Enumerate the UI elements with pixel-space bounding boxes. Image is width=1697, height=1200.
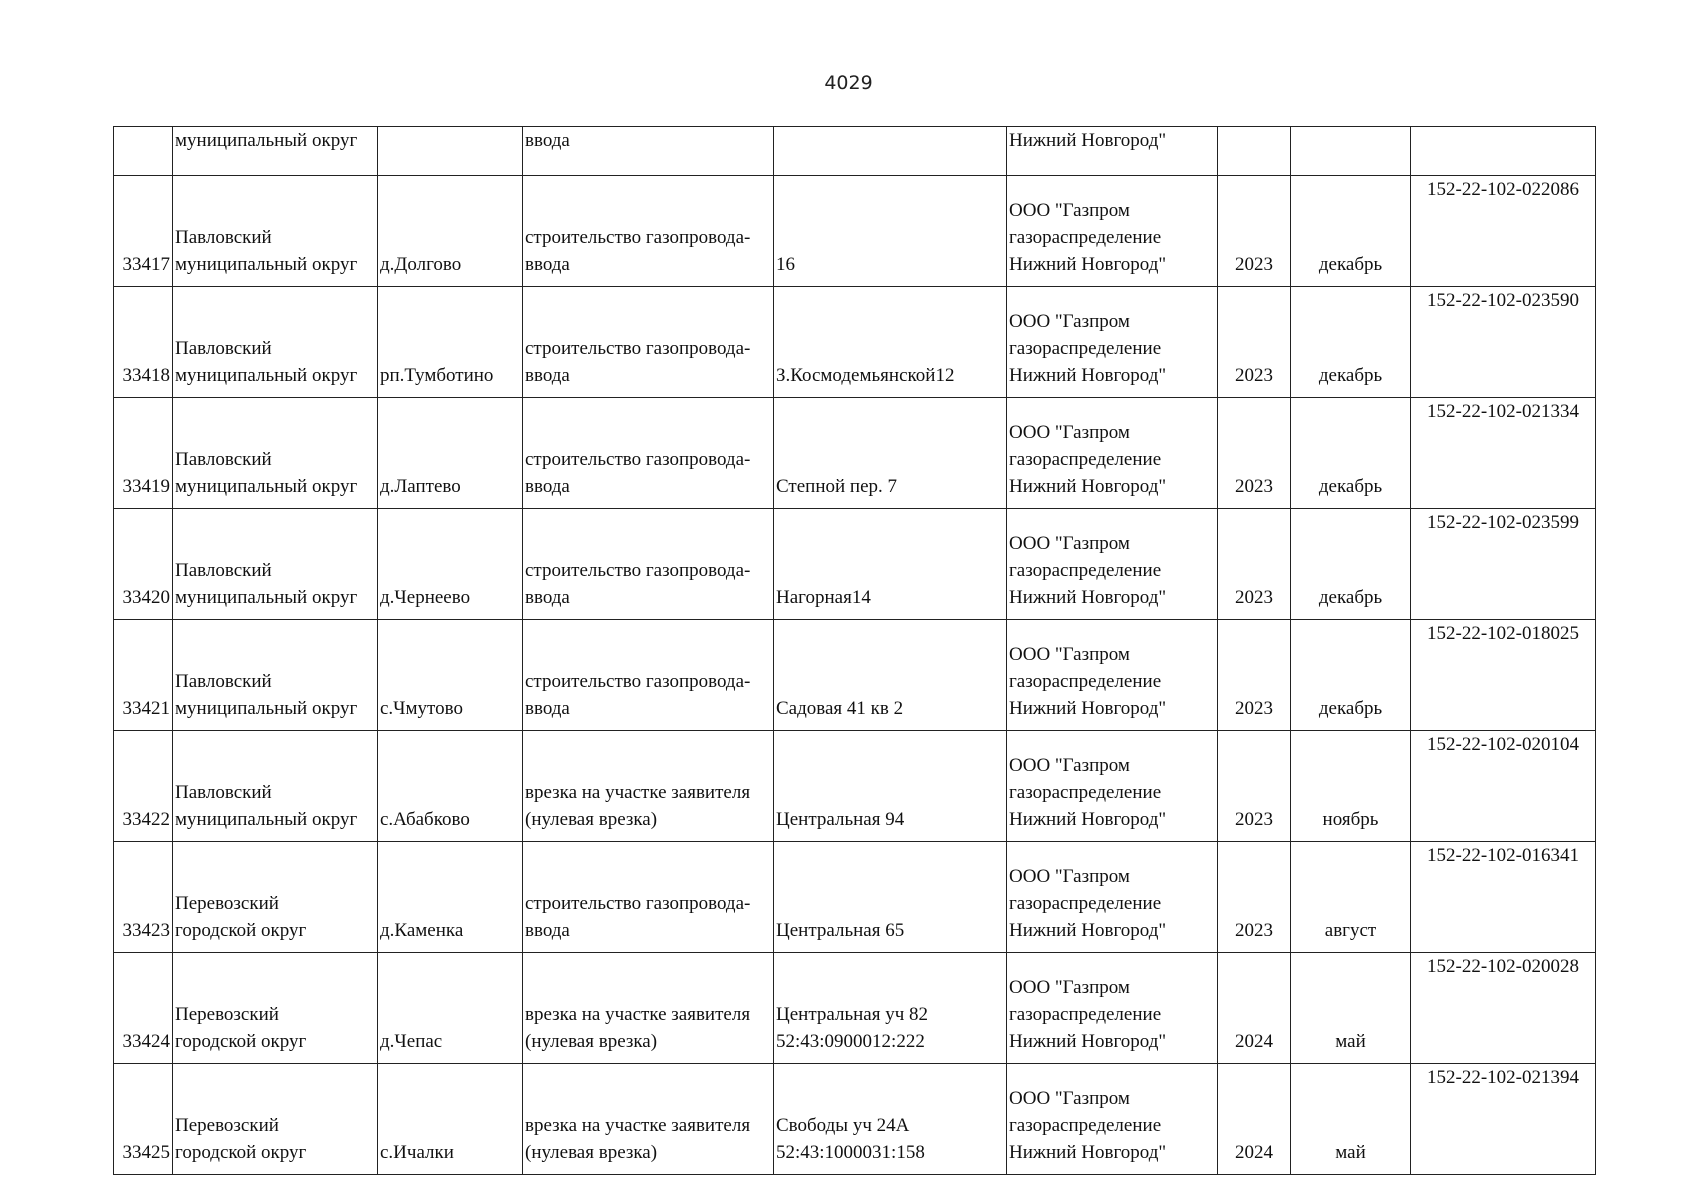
cell-code [1411,127,1596,176]
cell-org-line: ООО "Газпром [1009,533,1130,554]
cell-address [774,176,1007,287]
cell-num: 33425 [114,1064,173,1175]
cell-work [523,1064,774,1175]
cell-work-line: ввода [525,698,570,719]
cell-work-line: строительство газопровода- [525,671,751,692]
cell-district-line: Перевозский [175,1004,279,1025]
cell-work [523,953,774,1064]
cell-work-line: строительство газопровода- [525,449,751,470]
cell-org-line: Нижний Новгород" [1009,698,1167,719]
cell-work-line: врезка на участке заявителя [525,1115,751,1136]
cell-district-line: муниципальный округ [175,476,358,497]
cell-address-line: Центральная 65 [776,920,905,941]
cell-district-line: муниципальный округ [175,809,358,830]
cell-address [774,953,1007,1064]
cell-num: 33421 [114,620,173,731]
cell-work-line: строительство газопровода- [525,893,751,914]
cell-district-line: Перевозский [175,1115,279,1136]
cell-month: май [1291,1064,1411,1175]
cell-district: муниципальный округ [173,127,378,176]
cell-org-line: Нижний Новгород" [1009,1142,1167,1163]
cell-district-line: городской округ [175,920,307,941]
cell-address [774,620,1007,731]
cell-district-line: городской округ [175,1142,307,1163]
cell-work-line: строительство газопровода- [525,560,751,581]
cell-org-line: Нижний Новгород" [1009,476,1167,497]
table-row [114,731,1596,842]
cell-org: Нижний Новгород" [1007,127,1218,176]
cell-work-line: ввода [525,476,570,497]
cell-org [1007,842,1218,953]
cell-org-line: Нижний Новгород" [1009,587,1167,608]
cell-address-line: 52:43:1000031:158 [776,1142,925,1163]
cell-work-line: (нулевая врезка) [525,1142,658,1163]
cell-district [173,620,378,731]
cell-num: 33422 [114,731,173,842]
table-body [114,127,1596,1175]
cell-work [523,731,774,842]
cell-month [1291,127,1411,176]
table-row [114,287,1596,398]
cell-district-line: Павловский [175,338,272,359]
cell-code: 152-22-102-016341 [1411,842,1596,953]
cell-code: 152-22-102-020104 [1411,731,1596,842]
cell-settlement: д.Чепас [378,953,523,1064]
cell-year: 2023 [1218,398,1291,509]
cell-year: 2023 [1218,620,1291,731]
cell-settlement: д.Каменка [378,842,523,953]
cell-year: 2023 [1218,842,1291,953]
cell-work-line: строительство газопровода- [525,338,751,359]
cell-org-line: газораспределение [1009,893,1162,914]
cell-district-line: муниципальный округ [175,698,358,719]
cell-address-line: З.Космодемьянской12 [776,365,955,386]
cell-work [523,287,774,398]
table-row [114,953,1596,1064]
cell-address-line: 16 [776,254,795,275]
page-number: 4029 [824,72,873,94]
cell-org-line: ООО "Газпром [1009,755,1130,776]
cell-work: ввода [523,127,774,176]
cell-org-line: газораспределение [1009,227,1162,248]
cell-district [173,731,378,842]
cell-month: декабрь [1291,509,1411,620]
cell-num: 33417 [114,176,173,287]
cell-org [1007,176,1218,287]
cell-district-line: Павловский [175,671,272,692]
cell-district-line: Павловский [175,782,272,803]
cell-work-line: ввода [525,920,570,941]
cell-address [774,731,1007,842]
cell-org-line: ООО "Газпром [1009,866,1130,887]
cell-num: 33418 [114,287,173,398]
cell-num: 33420 [114,509,173,620]
cell-district-line: Павловский [175,560,272,581]
table-row [114,509,1596,620]
table-row [114,620,1596,731]
cell-work-line: врезка на участке заявителя [525,1004,751,1025]
cell-work-line: (нулевая врезка) [525,809,658,830]
cell-address-line: 52:43:0900012:222 [776,1031,925,1052]
cell-district [173,953,378,1064]
cell-org-line: газораспределение [1009,560,1162,581]
cell-org [1007,509,1218,620]
cell-org-line: ООО "Газпром [1009,644,1130,665]
cell-year: 2024 [1218,1064,1291,1175]
cell-month: декабрь [1291,176,1411,287]
cell-work-line: строительство газопровода- [525,227,751,248]
cell-address [774,509,1007,620]
cell-org-line: Нижний Новгород" [1009,920,1167,941]
cell-num: 33424 [114,953,173,1064]
cell-org-line: газораспределение [1009,671,1162,692]
cell-settlement: с.Ичалки [378,1064,523,1175]
table-row [114,1064,1596,1175]
cell-year: 2023 [1218,176,1291,287]
cell-district-line: муниципальный округ [175,365,358,386]
cell-district-line: муниципальный округ [175,254,358,275]
cell-work-line: (нулевая врезка) [525,1031,658,1052]
cell-district-line: Павловский [175,449,272,470]
table-row [114,842,1596,953]
cell-org [1007,398,1218,509]
cell-district-line: Перевозский [175,893,279,914]
cell-address [774,127,1007,176]
cell-org-line: Нижний Новгород" [1009,365,1167,386]
cell-work [523,398,774,509]
cell-org-line: ООО "Газпром [1009,200,1130,221]
cell-work-line: ввода [525,365,570,386]
cell-address [774,842,1007,953]
cell-settlement [378,127,523,176]
cell-num: 33419 [114,398,173,509]
cell-work-line: врезка на участке заявителя [525,782,751,803]
cell-settlement: с.Чмутово [378,620,523,731]
gasification-table [113,126,1596,1175]
cell-work [523,509,774,620]
cell-district [173,398,378,509]
table-row [114,176,1596,287]
cell-org-line: газораспределение [1009,338,1162,359]
cell-year: 2024 [1218,953,1291,1064]
cell-code: 152-22-102-021394 [1411,1064,1596,1175]
cell-org [1007,731,1218,842]
cell-address [774,398,1007,509]
cell-district [173,287,378,398]
cell-org-line: газораспределение [1009,449,1162,470]
cell-code: 152-22-102-018025 [1411,620,1596,731]
cell-settlement: д.Чернеево [378,509,523,620]
cell-month: август [1291,842,1411,953]
cell-work [523,176,774,287]
cell-num: 33423 [114,842,173,953]
cell-month: декабрь [1291,398,1411,509]
cell-district [173,842,378,953]
cell-settlement: с.Абабково [378,731,523,842]
cell-district-line: городской округ [175,1031,307,1052]
cell-org [1007,1064,1218,1175]
cell-code: 152-22-102-023599 [1411,509,1596,620]
cell-org [1007,287,1218,398]
cell-address-line: Центральная 94 [776,809,905,830]
cell-work-line: ввода [525,587,570,608]
cell-district-line: Павловский [175,227,272,248]
cell-org-line: газораспределение [1009,782,1162,803]
cell-settlement: д.Долгово [378,176,523,287]
cell-month: ноябрь [1291,731,1411,842]
cell-year: 2023 [1218,509,1291,620]
cell-org [1007,620,1218,731]
cell-code: 152-22-102-021334 [1411,398,1596,509]
cell-org-line: ООО "Газпром [1009,1088,1130,1109]
cell-month: декабрь [1291,620,1411,731]
cell-code: 152-22-102-020028 [1411,953,1596,1064]
cell-settlement: д.Лаптево [378,398,523,509]
cell-address-line: Центральная уч 82 [776,1004,928,1025]
cell-district [173,176,378,287]
cell-year [1218,127,1291,176]
cell-work [523,842,774,953]
cell-org-line: газораспределение [1009,1004,1162,1025]
table-row [114,398,1596,509]
cell-org-line: газораспределение [1009,1115,1162,1136]
cell-district-line: муниципальный округ [175,587,358,608]
cell-address [774,1064,1007,1175]
cell-settlement: рп.Тумботино [378,287,523,398]
cell-num [114,127,173,176]
cell-org-line: Нижний Новгород" [1009,1031,1167,1052]
cell-code: 152-22-102-023590 [1411,287,1596,398]
cell-month: декабрь [1291,287,1411,398]
cell-org-line: Нижний Новгород" [1009,809,1167,830]
cell-org-line: ООО "Газпром [1009,422,1130,443]
cell-org-line: ООО "Газпром [1009,311,1130,332]
cell-code: 152-22-102-022086 [1411,176,1596,287]
cell-org-line: ООО "Газпром [1009,977,1130,998]
cell-year: 2023 [1218,731,1291,842]
cell-org-line: Нижний Новгород" [1009,254,1167,275]
cell-district [173,1064,378,1175]
continuation-row [114,127,1596,176]
cell-work [523,620,774,731]
cell-org [1007,953,1218,1064]
cell-address-line: Садовая 41 кв 2 [776,698,904,719]
cell-month: май [1291,953,1411,1064]
cell-district [173,509,378,620]
cell-work-line: ввода [525,254,570,275]
cell-address-line: Свободы уч 24А [776,1115,910,1136]
cell-address [774,287,1007,398]
cell-address-line: Нагорная14 [776,587,871,608]
cell-address-line: Степной пер. 7 [776,476,898,497]
cell-year: 2023 [1218,287,1291,398]
